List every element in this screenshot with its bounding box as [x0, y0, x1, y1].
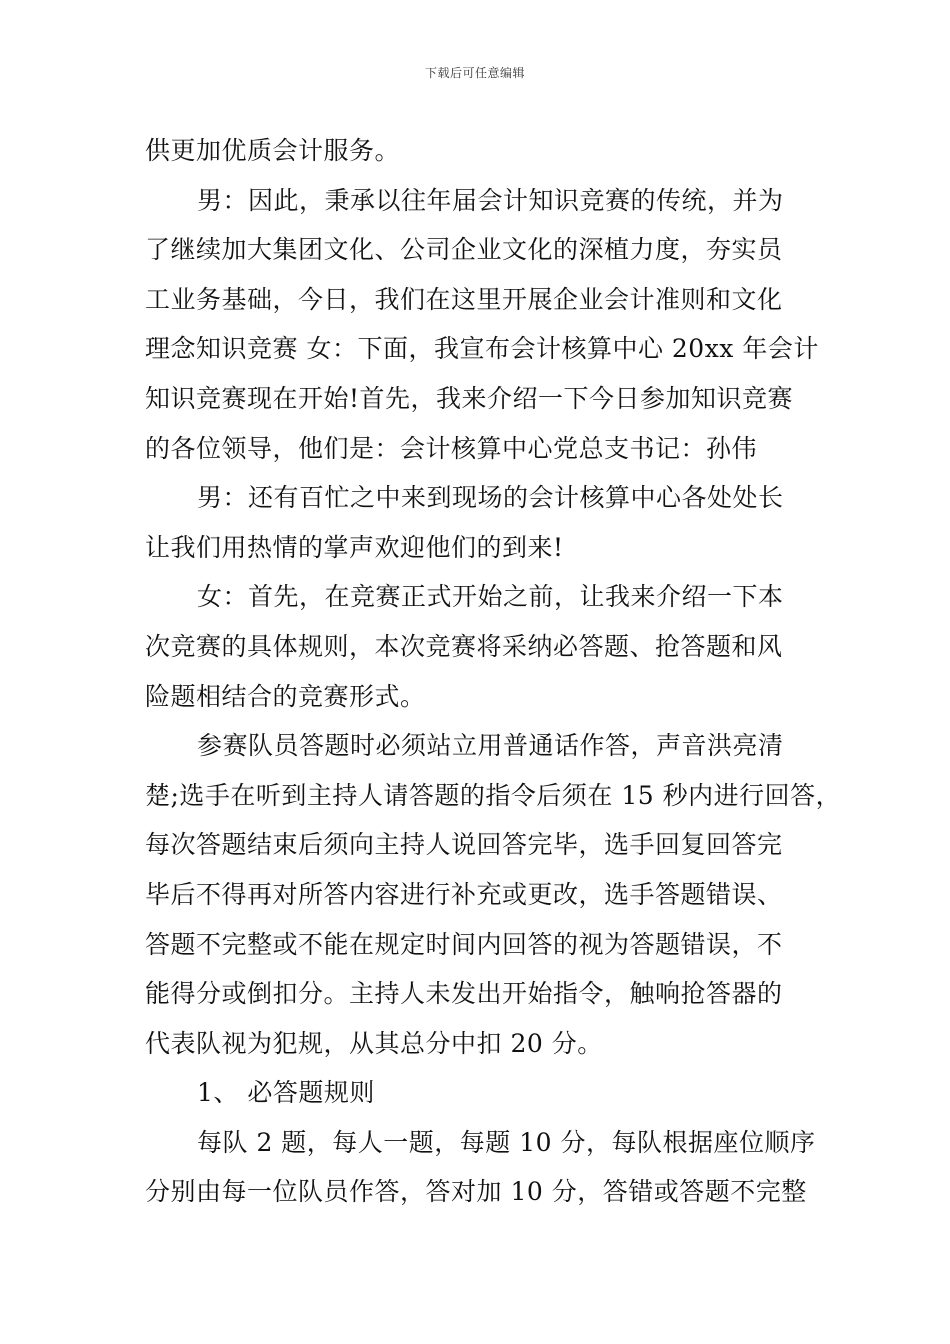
text-line: 能得分或倒扣分。主持人未发出开始指令，触响抢答器的	[145, 979, 783, 1009]
text-line: 每队 2 题，每人一题，每题 10 分，每队根据座位顺序	[197, 1127, 816, 1157]
text-line: 男：因此，秉承以往年届会计知识竞赛的传统，并为	[197, 185, 784, 215]
text-line: 次竞赛的具体规则，本次竞赛将采纳必答题、抢答题和风	[145, 631, 783, 661]
text-line: 理念知识竞赛 女：下面，我宣布会计核算中心 20xx 年会计	[145, 334, 819, 364]
text-line: 分别由每一位队员作答，答对加 10 分，答错或答题不完整	[145, 1177, 807, 1207]
text-line: 答题不完整或不能在规定时间内回答的视为答题错误，不	[145, 929, 783, 959]
text-line: 的各位领导，他们是：会计核算中心党总支书记：孙伟	[145, 433, 758, 463]
text-line: 女：首先，在竞赛正式开始之前，让我来介绍一下本	[197, 582, 784, 612]
text-line: 每次答题结束后须向主持人说回答完毕，选手回复回答完	[145, 830, 783, 860]
text-line: 男：还有百忙之中来到现场的会计核算中心各处处长	[197, 483, 784, 513]
page-header: 下载后可任意编辑	[424, 66, 525, 80]
text-line: 险题相结合的竞赛形式。	[145, 681, 426, 711]
section-heading: 1、 必答题规则	[197, 1078, 375, 1108]
text-line: 代表队视为犯规，从其总分中扣 20 分。	[145, 1028, 603, 1058]
document-body	[145, 126, 842, 1217]
text-line: 参赛队员答题时必须站立用普通话作答，声音洪亮清	[197, 731, 784, 761]
text-line: 楚;选手在听到主持人请答题的指令后须在 15 秒内进行回答，	[145, 780, 842, 810]
text-line: 知识竞赛现在开始!首先，我来介绍一下今日参加知识竞赛	[145, 383, 794, 413]
text-line: 让我们用热情的掌声欢迎他们的到来!	[145, 532, 564, 562]
text-line: 了继续加大集团文化、公司企业文化的深植力度，夯实员	[145, 235, 783, 265]
text-line: 毕后不得再对所答内容进行补充或更改，选手答题错误、	[145, 879, 783, 909]
text-line: 工业务基础，今日，我们在这里开展企业会计准则和文化	[145, 284, 783, 314]
text-line: 供更加优质会计服务。	[145, 136, 401, 165]
